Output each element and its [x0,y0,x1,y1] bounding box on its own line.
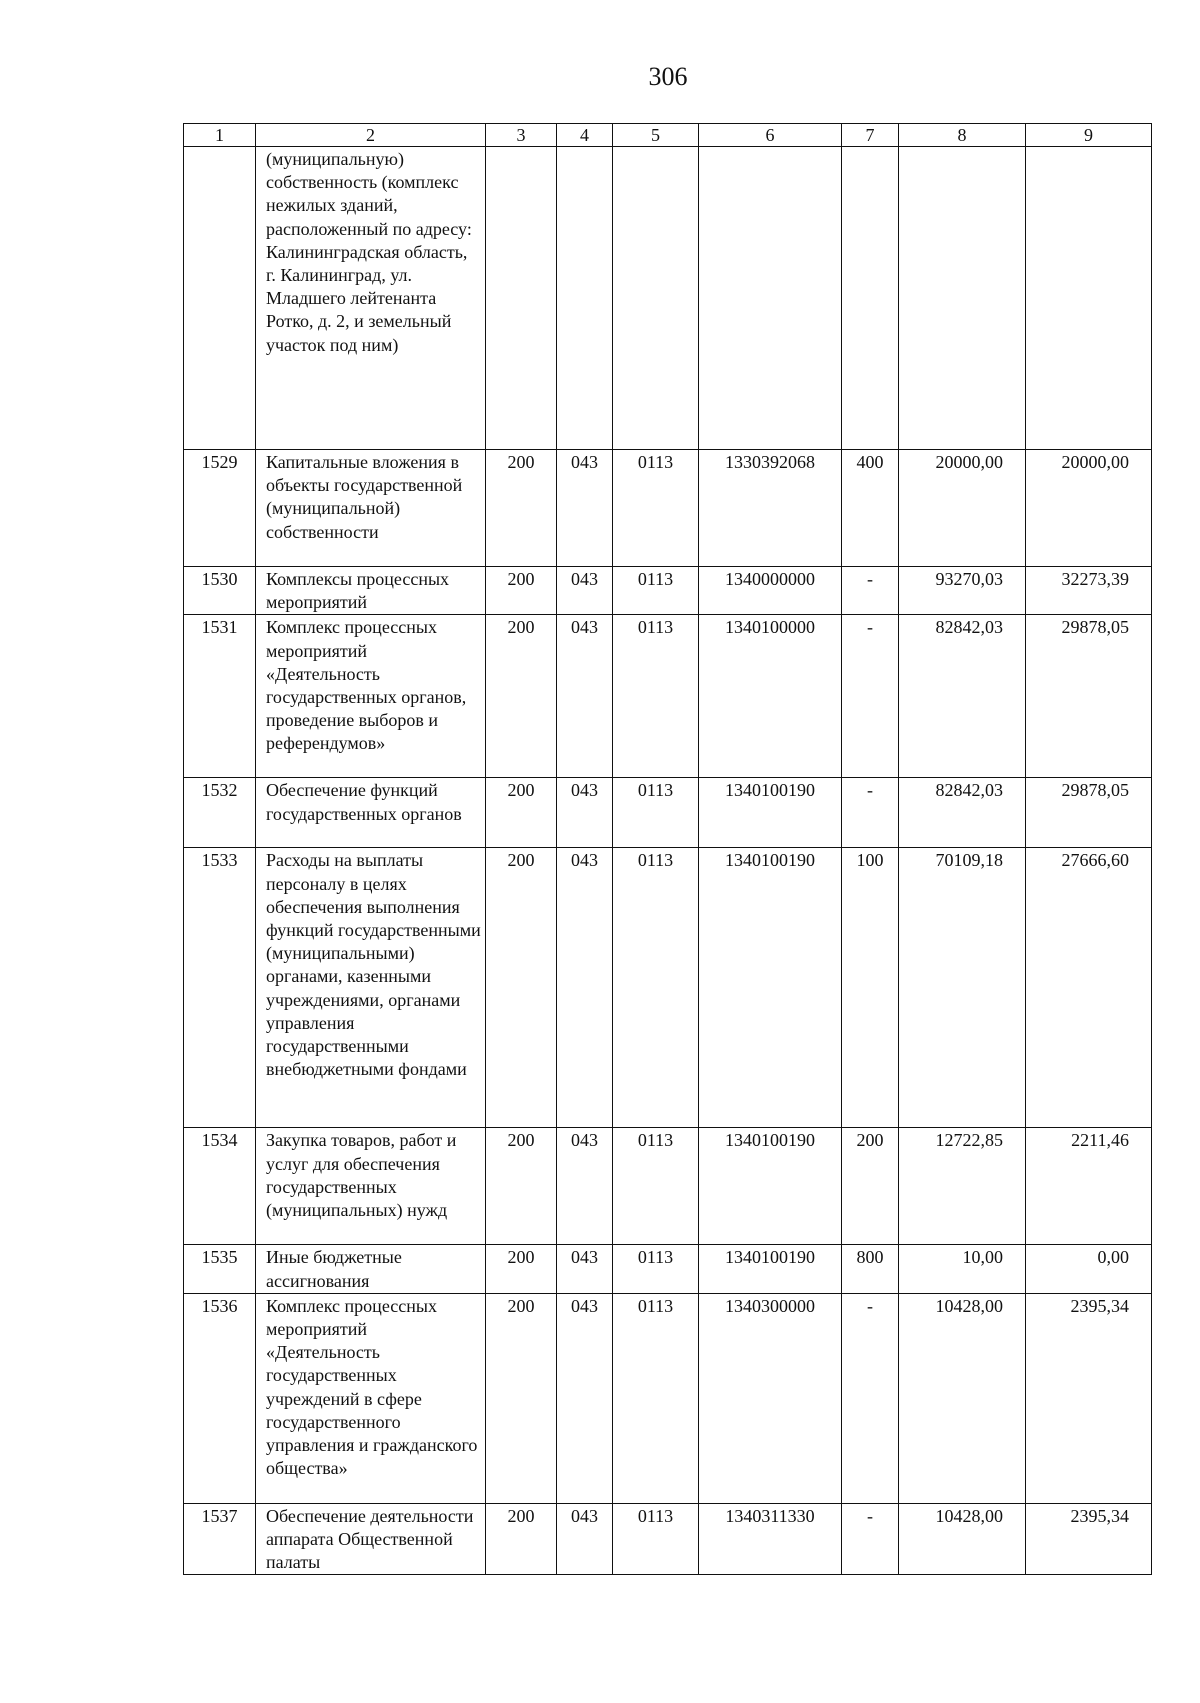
item-name: (муниципальную) собственность (комплекс нежилых зданий, расположенный по адресу: Калининградская область, г. Калининград, ул. Младшего лейтенанта Ротко, д. 2, и земельный участок под ним) [256,147,486,450]
item-name: Расходы на выплаты персоналу в целях обеспечения выполнения функций государственными (муниципальными) органами, казенными учреждениями, органами управления государственными внебюджетными фондами [256,848,486,1128]
code-5: 0113 [613,450,699,567]
item-name: Обеспечение деятельности аппарата Общественной палаты [256,1503,486,1575]
code-6: 1340100190 [699,778,842,848]
column-header-8: 8 [899,124,1026,147]
value-8: 82842,03 [899,615,1026,778]
code-6: 1340311330 [699,1503,842,1575]
budget-table [183,123,1152,1575]
code-5: 0113 [613,615,699,778]
item-name: Комплекс процессных мероприятий «Деятельность государственных органов, проведение выборов и референдумов» [256,615,486,778]
value-8: 10,00 [899,1245,1026,1293]
value-9: 2211,46 [1026,1128,1152,1245]
code-5: 0113 [613,1128,699,1245]
column-header-5: 5 [613,124,699,147]
column-header-2: 2 [256,124,486,147]
row-number: 1536 [184,1293,256,1503]
code-5: 0113 [613,848,699,1128]
code-7: - [842,1293,899,1503]
code-3: 200 [486,1128,557,1245]
code-6: 1330392068 [699,450,842,567]
code-4: 043 [557,615,613,778]
row-number: 1534 [184,1128,256,1245]
code-4: 043 [557,1293,613,1503]
table-row [184,848,1152,1128]
column-header-4: 4 [557,124,613,147]
item-name: Капитальные вложения в объекты государственной (муниципальной) собственности [256,450,486,567]
table-row [184,567,1152,615]
value-9: 20000,00 [1026,450,1152,567]
table-row [184,1128,1152,1245]
table-row [184,615,1152,778]
value-8: 10428,00 [899,1293,1026,1503]
value-8: 70109,18 [899,848,1026,1128]
value-9: 27666,60 [1026,848,1152,1128]
code-6 [699,147,842,450]
code-7: - [842,615,899,778]
item-name: Комплексы процессных мероприятий [256,567,486,615]
code-3: 200 [486,1293,557,1503]
value-9: 29878,05 [1026,778,1152,848]
code-6: 1340100000 [699,615,842,778]
code-6: 1340100190 [699,848,842,1128]
code-4: 043 [557,450,613,567]
row-number: 1533 [184,848,256,1128]
code-4: 043 [557,567,613,615]
code-3: 200 [486,1503,557,1575]
value-9 [1026,147,1152,450]
code-4: 043 [557,1503,613,1575]
table-row [184,778,1152,848]
code-7: 200 [842,1128,899,1245]
column-header-6: 6 [699,124,842,147]
value-9: 32273,39 [1026,567,1152,615]
code-7: 100 [842,848,899,1128]
value-9: 29878,05 [1026,615,1152,778]
column-header-3: 3 [486,124,557,147]
row-number: 1529 [184,450,256,567]
page-number: 306 [648,62,688,91]
code-3: 200 [486,450,557,567]
row-number: 1537 [184,1503,256,1575]
code-5: 0113 [613,1293,699,1503]
value-8 [899,147,1026,450]
code-6: 1340100190 [699,1245,842,1293]
table-row [184,1245,1152,1293]
row-number: 1531 [184,615,256,778]
table-row [184,450,1152,567]
code-4: 043 [557,1245,613,1293]
table-row [184,147,1152,450]
value-8: 12722,85 [899,1128,1026,1245]
code-4: 043 [557,848,613,1128]
column-header-7: 7 [842,124,899,147]
value-9: 2395,34 [1026,1503,1152,1575]
code-7: - [842,567,899,615]
code-5: 0113 [613,1245,699,1293]
row-number [184,147,256,450]
item-name: Закупка товаров, работ и услуг для обеспечения государственных (муниципальных) нужд [256,1128,486,1245]
code-3 [486,147,557,450]
code-3: 200 [486,1245,557,1293]
code-3: 200 [486,615,557,778]
value-8: 93270,03 [899,567,1026,615]
code-7: - [842,778,899,848]
code-5: 0113 [613,778,699,848]
item-name: Иные бюджетные ассигнования [256,1245,486,1293]
column-header-9: 9 [1026,124,1152,147]
item-name: Комплекс процессных мероприятий «Деятельность государственных учреждений в сфере государственного управления и гражданского общества» [256,1293,486,1503]
code-5: 0113 [613,567,699,615]
code-3: 200 [486,567,557,615]
code-5: 0113 [613,1503,699,1575]
value-8: 10428,00 [899,1503,1026,1575]
code-7: - [842,1503,899,1575]
code-4: 043 [557,1128,613,1245]
code-6: 1340000000 [699,567,842,615]
value-8: 20000,00 [899,450,1026,567]
row-number: 1535 [184,1245,256,1293]
value-9: 0,00 [1026,1245,1152,1293]
code-4 [557,147,613,450]
code-7 [842,147,899,450]
code-6: 1340300000 [699,1293,842,1503]
table-row [184,1503,1152,1575]
value-8: 82842,03 [899,778,1026,848]
row-number: 1530 [184,567,256,615]
code-7: 400 [842,450,899,567]
column-header-1: 1 [184,124,256,147]
code-3: 200 [486,778,557,848]
code-5 [613,147,699,450]
code-7: 800 [842,1245,899,1293]
code-3: 200 [486,848,557,1128]
table-row [184,1293,1152,1503]
code-4: 043 [557,778,613,848]
code-6: 1340100190 [699,1128,842,1245]
row-number: 1532 [184,778,256,848]
header-row [184,124,1152,147]
value-9: 2395,34 [1026,1293,1152,1503]
item-name: Обеспечение функций государственных органов [256,778,486,848]
